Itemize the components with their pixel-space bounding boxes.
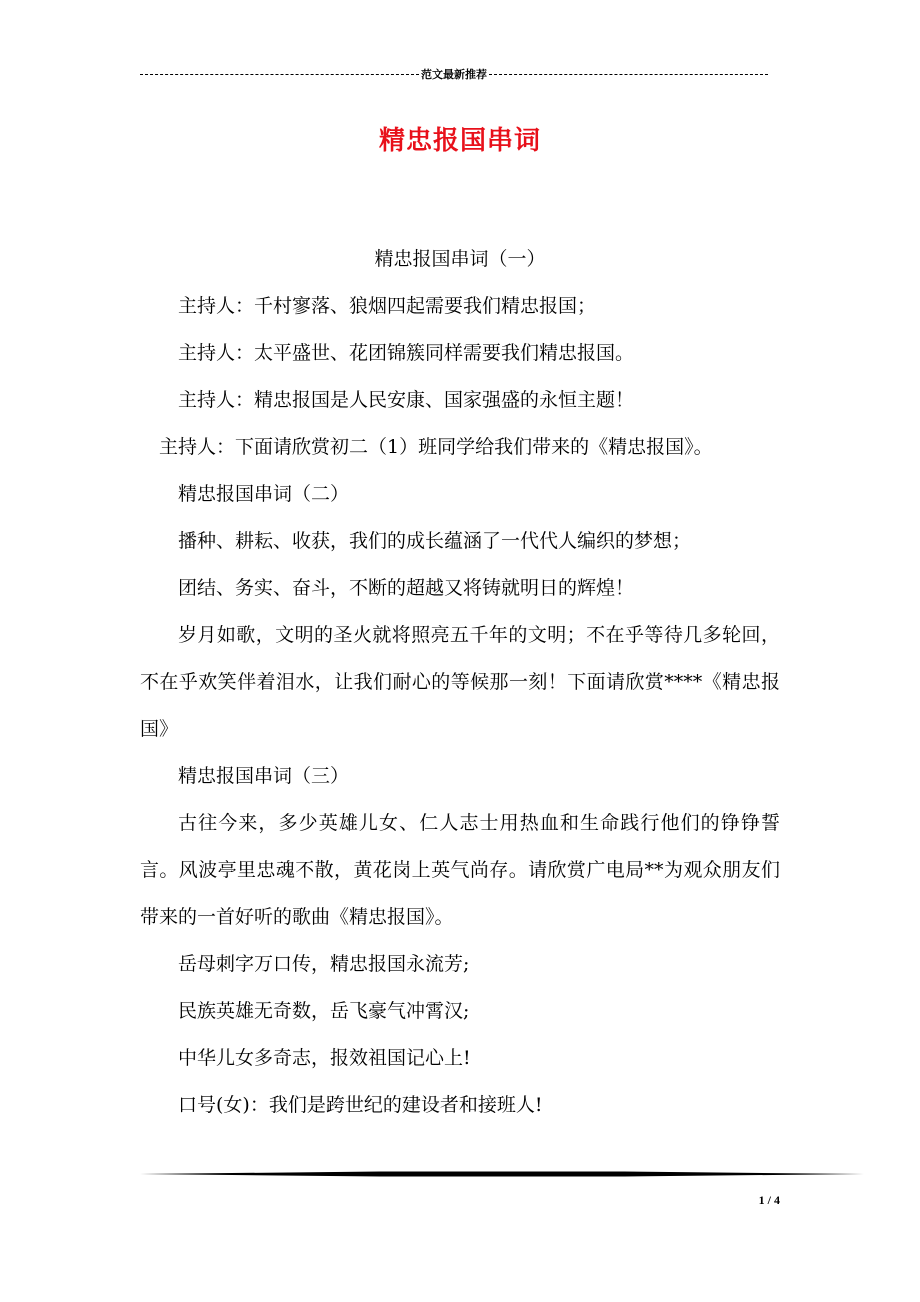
paragraph: 古往今来，多少英雄儿女、仁人志士用热血和生命践行他们的铮铮誓言。风波亭里忠魂不散，黄花岗上英气尚存。请欣赏广电局**为观众朋友们带来的一首好听的歌曲《精忠报国》。	[140, 812, 780, 928]
paragraph: 团结、务实、奋斗，不断的超越又将铸就明日的辉煌！	[178, 577, 635, 599]
section-heading-1: 精忠报国串词（一）	[374, 248, 546, 270]
paragraph: 民族英雄无奇数，岳飞豪气冲霄汉;	[178, 1000, 470, 1022]
section-heading-2: 精忠报国串词（二）	[178, 483, 350, 505]
header-label: 范文最新推荐	[421, 68, 487, 81]
document-title: 精忠报国串词	[378, 126, 541, 156]
section-heading-3: 精忠报国串词（三）	[178, 765, 350, 787]
paragraph: 主持人：太平盛世、花团锦簇同样需要我们精忠报国。	[178, 342, 635, 364]
paragraph: 播种、耕耘、收获，我们的成长蕴涵了一代代人编织的梦想；	[178, 530, 692, 552]
paragraph: 中华儿女多奇志，报效祖国记心上!	[178, 1047, 471, 1069]
paragraph: 主持人：下面请欣赏初二（1）班同学给我们带来的《精忠报国》。	[159, 436, 713, 458]
footer-divider	[140, 1170, 864, 1178]
page-header	[140, 66, 768, 82]
document-body	[140, 236, 780, 1129]
paragraph: 岳母刺字万口传，精忠报国永流芳;	[178, 953, 470, 975]
header-dash-left	[140, 74, 419, 75]
page-number: 1 / 4	[758, 1193, 780, 1207]
header-dash-right	[489, 74, 768, 75]
paragraph: 主持人：精忠报国是人民安康、国家强盛的永恒主题！	[178, 389, 635, 411]
paragraph: 主持人：千村寥落、狼烟四起需要我们精忠报国；	[178, 295, 597, 317]
paragraph: 口号(女)：我们是跨世纪的建设者和接班人!	[178, 1094, 543, 1116]
paragraph: 岁月如歌，文明的圣火就将照亮五千年的文明；不在乎等待几多轮回，不在乎欢笑伴着泪水，让我们耐心的等候那一刻！下面请欣赏****《精忠报国》	[140, 624, 780, 740]
